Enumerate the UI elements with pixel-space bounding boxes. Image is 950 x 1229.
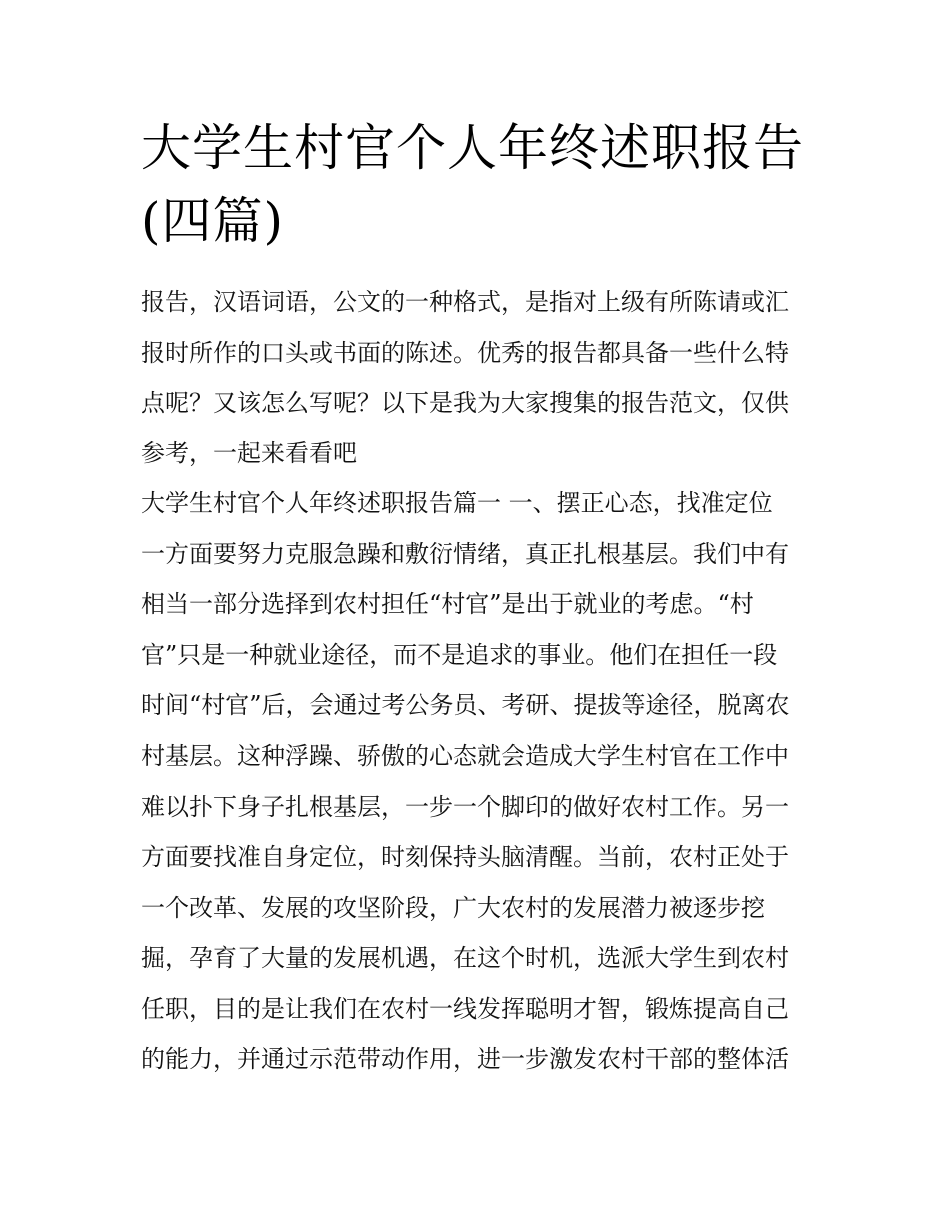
body-line: 参考，一起来看看吧 [141, 439, 357, 467]
section-heading-line: 大学生村官个人年终述职报告篇一 一、摆正心态，找准定位 [141, 489, 773, 517]
body-line: 报时所作的口头或书面的陈述。优秀的报告都具备一些什么特 [141, 339, 789, 367]
body-line: 掘，孕育了大量的发展机遇，在这个时机，选派大学生到农村 [141, 944, 789, 972]
body-line: 相当一部分选择到农村担任“村官”是出于就业的考虑。“村 [141, 590, 754, 618]
body-line: 时间“村官”后，会通过考公务员、考研、提拔等途径，脱离农 [141, 691, 790, 719]
body-line: 官”只是一种就业途径，而不是追求的事业。他们在担任一段 [141, 641, 778, 669]
body-line: 难以扑下身子扎根基层，一步一个脚印的做好农村工作。另一 [141, 793, 789, 821]
body-line: 的能力，并通过示范带动作用，进一步激发农村干部的整体活 [141, 1045, 789, 1073]
document-title: 大学生村官个人年终述职报告(四篇) [141, 119, 804, 250]
body-line: 村基层。这种浮躁、骄傲的心态就会造成大学生村官在工作中 [141, 742, 789, 770]
body-line: 任职，目的是让我们在农村一线发挥聪明才智，锻炼提高自己 [141, 995, 789, 1023]
body-line: 点呢？又该怎么写呢？以下是我为大家搜集的报告范文，仅供 [141, 389, 789, 417]
body-line: 一方面要努力克服急躁和敷衍情绪，真正扎根基层。我们中有 [141, 540, 789, 568]
body-line: 报告，汉语词语，公文的一种格式，是指对上级有所陈请或汇 [141, 288, 789, 316]
body-line: 一个改革、发展的攻坚阶段，广大农村的发展潜力被逐步挖 [141, 894, 765, 922]
body-line: 方面要找准自身定位，时刻保持头脑清醒。当前，农村正处于 [141, 843, 789, 871]
